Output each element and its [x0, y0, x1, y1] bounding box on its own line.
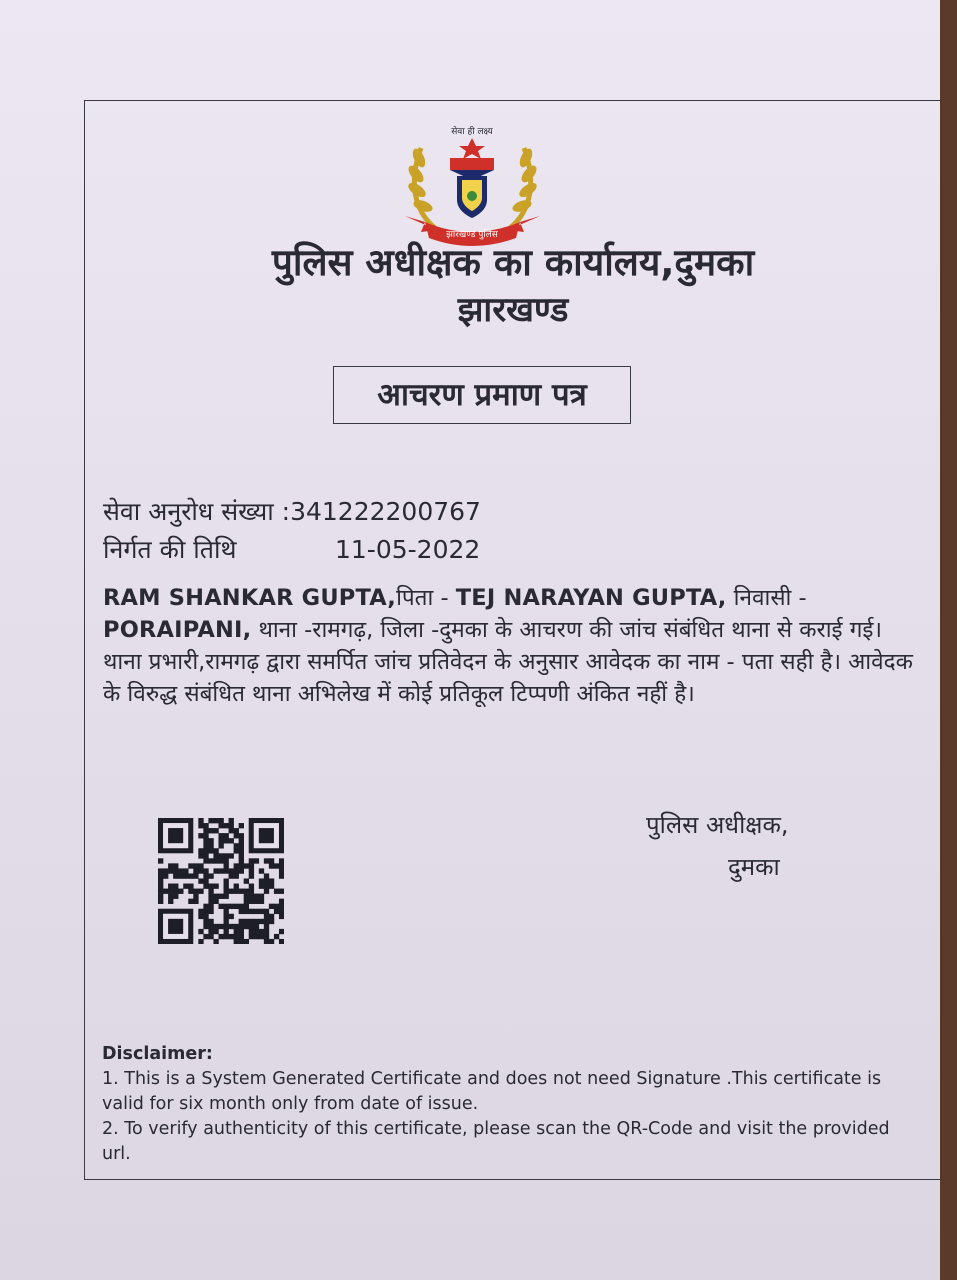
service-request-number: 341222200767 [290, 497, 481, 526]
office-title: पुलिस अधीक्षक का कार्यालय,दुमका [271, 241, 755, 284]
svg-text:झारखण्ड पुलिस: झारखण्ड पुलिस [446, 230, 498, 240]
father-name: TEJ NARAYAN GUPTA, [455, 585, 727, 611]
issue-date-label: निर्गत की तिथि [103, 535, 237, 564]
issue-date-row [103, 532, 480, 566]
svg-text:सेवा ही लक्ष्य: सेवा ही लक्ष्य [451, 127, 493, 137]
qr-code-icon[interactable] [158, 818, 284, 944]
service-request-row [103, 494, 481, 528]
certificate-body [103, 582, 915, 710]
issue-date-value: 11-05-2022 [335, 535, 481, 564]
service-request-label: सेवा अनुरोध संख्या : [103, 497, 291, 526]
signatory-title: पुलिस अधीक्षक, [646, 811, 789, 839]
applicant-name: RAM SHANKAR GUPTA, [103, 585, 397, 611]
disclaimer-heading: Disclaimer: [102, 1044, 213, 1064]
signatory-place: दुमका [728, 853, 780, 881]
father-label: पिता - [396, 585, 456, 611]
resident-label: निवासी - [726, 585, 807, 611]
body-statement: थाना -रामगढ़, जिला -दुमका के आचरण की जांच संबंधित थाना से कराई गई। थाना प्रभारी,रामगढ़ द्वारा समर्पित जांच प्रतिवेदन के अनुसार आवेदक का नाम - पता सही है। आवेदक के विरुद्ध संबंधित थाना अभिलेख में कोई प्रतिकूल टिप्पणी अंकित नहीं है। [103, 617, 913, 707]
disclaimer-line-2: 2. To verify authenticity of this certificate, please scan the QR-Code and visit the provided url. [102, 1119, 890, 1164]
jharkhand-police-emblem-icon [395, 118, 550, 253]
disclaimer-line-1: 1. This is a System Generated Certificate and does not need Signature .This certificate is valid for six month only from date of issue. [102, 1069, 882, 1114]
state-title: झारखण्ड [457, 290, 569, 330]
certificate-title: आचरण प्रमाण पत्र [333, 366, 631, 424]
village-name: PORAIPANI, [103, 617, 252, 643]
disclaimer-section [102, 1042, 902, 1167]
